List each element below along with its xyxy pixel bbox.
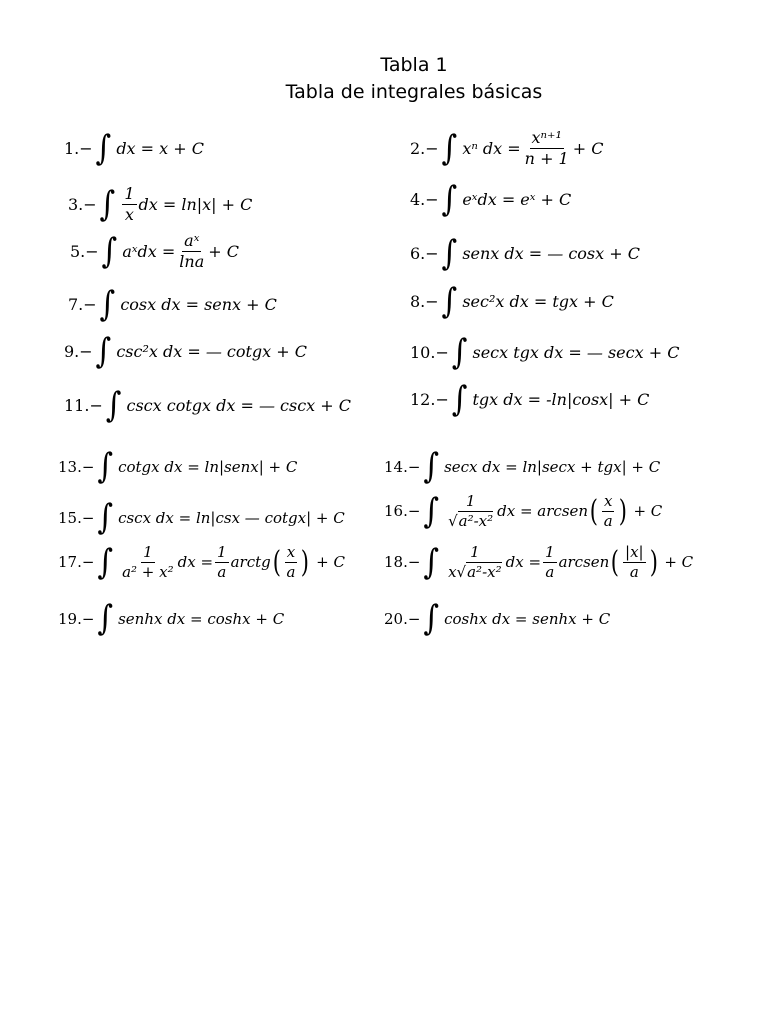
denominator [446, 563, 504, 580]
integral-sign: ∫ [423, 541, 440, 583]
table-number: Tabla 1 [380, 54, 448, 76]
formula-body: aˣdx = [122, 241, 176, 261]
formula-body: cosx dx = senx + C [120, 295, 277, 314]
integral-sign: ∫ [95, 331, 112, 372]
right-paren: ) [618, 493, 627, 529]
formula-body: xⁿ dx = [462, 138, 521, 158]
formula-11 [64, 385, 352, 426]
integral-sign: ∫ [97, 446, 114, 487]
formula-body: tgx dx = -ln|cosx| + C [472, 390, 650, 409]
sqrt-icon: √ [448, 512, 458, 530]
fraction [523, 130, 571, 167]
formula-number: 4.− [410, 190, 439, 209]
formula-14 [384, 446, 661, 487]
formula-number: 20.− [384, 609, 421, 628]
denominator [446, 512, 495, 529]
formula-number: 17.− [58, 553, 95, 571]
numerator: xⁿ⁺¹ [531, 128, 562, 147]
denominator: x [124, 205, 134, 224]
formula-number: 16.− [384, 502, 421, 520]
formula-number: 2.− [410, 138, 439, 158]
numerator: 1 [545, 543, 555, 561]
left-paren: ( [611, 544, 620, 580]
formula-body: coshx dx = senhx + C [444, 609, 611, 628]
formula-number: 6.− [410, 244, 439, 263]
integral-sign: ∫ [441, 233, 458, 274]
formula-number: 7.− [68, 295, 97, 314]
formula-1 [64, 128, 204, 169]
numerator: |x| [625, 543, 644, 561]
formula-body: senx dx = — cosx + C [462, 244, 640, 263]
integral-sign: ∫ [97, 541, 114, 583]
function-name: arcsen [558, 553, 610, 571]
formula-body: eˣdx = eˣ + C [462, 190, 572, 209]
formula-body: senhx dx = coshx + C [118, 609, 285, 628]
integral-sign: ∫ [423, 598, 440, 639]
fraction [446, 494, 495, 529]
denominator: a [603, 512, 613, 530]
fraction [543, 545, 557, 580]
sqrt-icon: √ [456, 563, 467, 581]
formula-number: 11.− [64, 396, 103, 415]
formula-number: 9.− [64, 342, 93, 361]
formula-body: csc²x dx = — cotgx + C [116, 342, 308, 361]
formula-body: cscx dx = ln|csx — cotgx| + C [118, 508, 345, 527]
formula-18 [384, 541, 694, 583]
denominator: a [286, 563, 296, 581]
formula-body: cotgx dx = ln|senx| + C [118, 457, 298, 476]
integral-sign: ∫ [97, 598, 114, 639]
formula-7 [68, 284, 277, 325]
fraction [215, 545, 229, 580]
integral-sign: ∫ [441, 179, 458, 220]
integral-sign: ∫ [99, 284, 116, 325]
formula-body: cscx cotgx dx = — cscx + C [126, 396, 352, 415]
fraction [284, 545, 297, 580]
formula-tail: + C [316, 553, 345, 571]
right-paren: ) [649, 544, 658, 580]
formula-10 [410, 332, 680, 373]
formula-6 [410, 233, 640, 274]
formula-number: 1.− [64, 139, 93, 158]
formula-body: sec²x dx = tgx + C [462, 292, 614, 311]
formula-13 [58, 446, 298, 487]
fraction [122, 186, 136, 223]
integral-sign: ∫ [95, 128, 112, 169]
integral-sign: ∫ [101, 230, 118, 272]
denominator-prefix: x [448, 563, 457, 581]
formula-9 [64, 331, 308, 372]
table-title: Tabla de integrales básicas [285, 81, 543, 103]
formula-5 [70, 230, 239, 272]
formula-tail: + C [633, 502, 663, 520]
numerator: aˣ [184, 231, 200, 250]
fraction [177, 233, 206, 270]
function-name: arctg [230, 553, 271, 571]
formula-tail: + C [208, 241, 239, 261]
formula-body: dx = x + C [116, 139, 204, 158]
integral-sign: ∫ [423, 446, 440, 487]
numerator: 1 [143, 543, 153, 561]
formula-body: secx dx = ln|secx + tgx| + C [444, 457, 661, 476]
formula-4 [410, 179, 572, 220]
formula-number: 3.− [68, 194, 97, 214]
integral-sign: ∫ [105, 385, 122, 426]
formula-number: 10.− [410, 343, 449, 362]
radicand: a²-x² [467, 563, 502, 581]
formula-17 [58, 541, 345, 583]
formula-body: dx = [177, 553, 214, 571]
right-paren: ) [301, 544, 310, 580]
formula-body: dx = arcsen [497, 502, 589, 520]
denominator: a² + x² [122, 563, 174, 581]
formula-number: 5.− [70, 241, 99, 261]
integral-sign: ∫ [97, 497, 114, 538]
formula-body: secx tgx dx = — secx + C [472, 343, 680, 362]
formula-number: 13.− [58, 457, 95, 476]
formula-19 [58, 598, 285, 639]
integral-sign: ∫ [441, 127, 458, 169]
formula-number: 15.− [58, 508, 95, 527]
integral-sign: ∫ [451, 332, 468, 373]
formula-number: 18.− [384, 553, 421, 571]
formula-8 [410, 281, 614, 322]
formula-tail: + C [664, 553, 694, 571]
denominator: lna [179, 252, 205, 271]
formula-15 [58, 497, 345, 538]
left-paren: ( [589, 493, 599, 529]
formula-number: 8.− [410, 292, 439, 311]
integral-sign: ∫ [451, 379, 468, 420]
numerator: 1 [465, 492, 476, 510]
formula-number: 19.− [58, 609, 95, 628]
formula-12 [410, 379, 650, 420]
formula-20 [384, 598, 611, 639]
denominator: a [629, 563, 639, 581]
integral-sign: ∫ [441, 281, 458, 322]
integral-sign: ∫ [423, 490, 440, 532]
denominator: n + 1 [524, 149, 569, 168]
formula-2 [410, 127, 604, 169]
numerator: 1 [217, 543, 227, 561]
formula-3 [68, 183, 253, 225]
denominator: a [545, 563, 555, 581]
radicand: a²-x² [458, 512, 494, 530]
fraction [602, 494, 615, 529]
denominator: a [217, 563, 227, 581]
formula-body: dx = ln|x| + C [138, 194, 253, 214]
numerator: 1 [470, 543, 480, 561]
numerator: x [604, 492, 613, 510]
formula-tail: + C [572, 138, 604, 158]
left-paren: ( [272, 544, 281, 580]
integral-sign: ∫ [99, 183, 116, 225]
fraction [623, 545, 646, 580]
formula-body: dx = [505, 553, 542, 571]
numerator: 1 [124, 184, 135, 203]
fraction [446, 545, 504, 580]
formula-number: 14.− [384, 457, 421, 476]
formula-number: 12.− [410, 390, 449, 409]
fraction [120, 545, 176, 580]
numerator: x [286, 543, 296, 561]
formula-16 [384, 490, 663, 532]
